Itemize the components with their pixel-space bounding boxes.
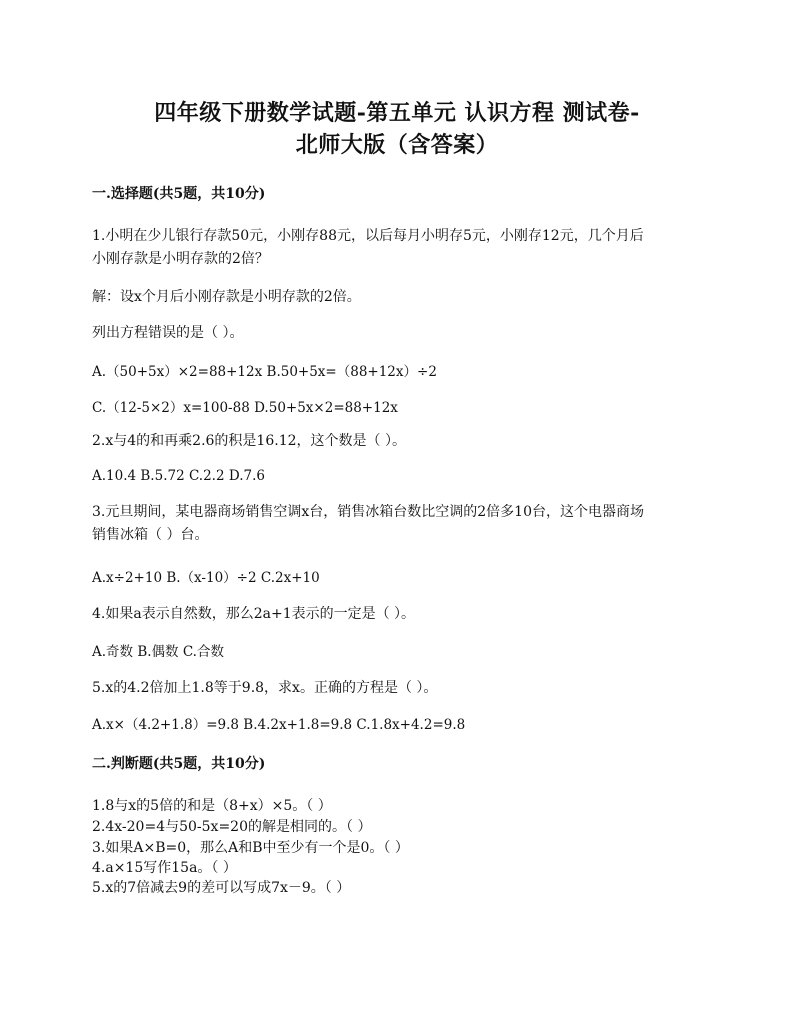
section2-heading: 二.判断题(共5题，共10分) xyxy=(92,756,266,772)
page-title-line2: 北师大版（含答案） xyxy=(295,132,499,158)
judge-item-4: 4.a×15写作15a。（ ） xyxy=(92,860,237,876)
q5-text: 5.x的4.2倍加上1.8等于9.8，求x。正确的方程是（ ）。 xyxy=(92,680,438,696)
q2-text: 2.x与4的和再乘2.6的积是16.12，这个数是（ ）。 xyxy=(92,433,406,449)
q1-line1: 1.小明在少儿银行存款50元，小刚存88元，以后每月小明存5元，小刚存12元，几个月后 xyxy=(92,228,644,244)
q1-options-cd: C.（12-5×2）x=100-88 D.50+5x×2=88+12x xyxy=(92,400,398,416)
section1-heading: 一.选择题(共5题，共10分) xyxy=(92,186,266,202)
q1-options-ab: A.（50+5x）×2=88+12x B.50+5x=（88+12x）÷2 xyxy=(92,364,437,380)
q1-line2: 小刚存款是小明存款的2倍？ xyxy=(92,251,269,267)
q2-options: A.10.4 B.5.72 C.2.2 D.7.6 xyxy=(92,468,265,484)
q4-options: A.奇数 B.偶数 C.合数 xyxy=(92,644,224,660)
page-title-line1: 四年级下册数学试题-第五单元 认识方程 测试卷- xyxy=(154,100,640,126)
q4-text: 4.如果a表示自然数，那么2a+1表示的一定是（ ）。 xyxy=(92,606,416,622)
q3-line2: 销售冰箱（ ）台。 xyxy=(92,527,209,543)
judge-item-1: 1.8与x的5倍的和是（8+x）×5。（ ） xyxy=(92,798,332,814)
q3-line1: 3.元旦期间，某电器商场销售空调x台，销售冰箱台数比空调的2倍多10台，这个电器商场 xyxy=(92,504,644,520)
judge-item-2: 2.4x-20=4与50-5x=20的解是相同的。（ ） xyxy=(92,819,372,835)
q1-prompt: 列出方程错误的是（ ）。 xyxy=(92,325,244,341)
judge-item-3: 3.如果A×B=0，那么A和B中至少有一个是0。（ ） xyxy=(92,840,409,856)
judge-item-5: 5.x的7倍减去9的差可以写成7x－9。（ ） xyxy=(92,880,351,896)
q3-options: A.x÷2+10 B.（x-10）÷2 C.2x+10 xyxy=(92,570,320,586)
q5-options: A.x×（4.2+1.8）=9.8 B.4.2x+1.8=9.8 C.1.8x+4.2=9.8 xyxy=(92,717,466,733)
q1-solution: 解：设x个月后小刚存款是小明存款的2倍。 xyxy=(92,289,361,305)
